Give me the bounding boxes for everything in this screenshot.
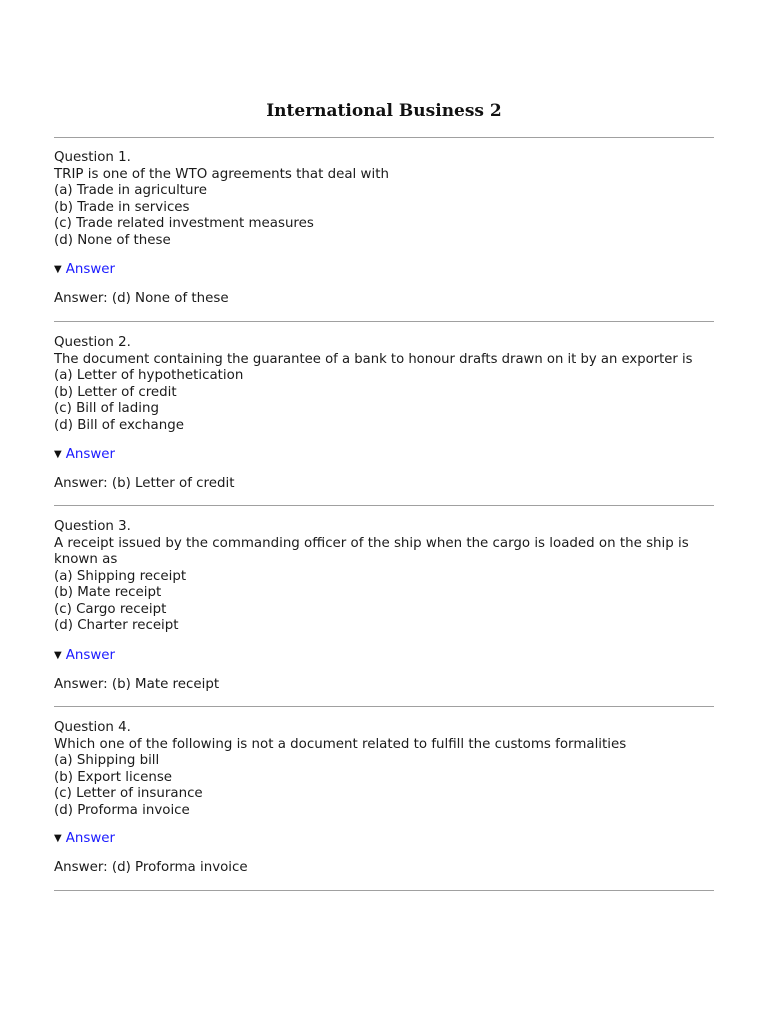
option-d: (d) Proforma invoice — [54, 802, 190, 818]
answer-toggle[interactable] — [54, 831, 115, 847]
divider — [54, 505, 714, 506]
answer-toggle[interactable] — [54, 262, 115, 278]
triangle-down-icon: ▼ — [54, 650, 62, 661]
answer-toggle-label: Answer — [65, 262, 116, 277]
option-b: (b) Export license — [54, 769, 173, 785]
divider — [54, 137, 714, 138]
answer-toggle-label: Answer — [65, 648, 116, 663]
question-number: Question 3. — [54, 519, 131, 534]
option-a: (a) Shipping bill — [54, 753, 160, 768]
page-title: International Business 2 — [266, 101, 502, 121]
answer-text: Answer: (b) Mate receipt — [54, 677, 220, 692]
question-number: Question 4. — [54, 720, 131, 735]
question-text: Which one of the following is not a document related to fulfill the customs formalities — [54, 736, 627, 752]
option-c: (c) Trade related investment measures — [54, 216, 314, 231]
answer-text: Answer: (d) Proforma invoice — [54, 860, 248, 875]
option-b: (b) Letter of credit — [54, 384, 177, 400]
question-1 — [54, 150, 716, 249]
question-text: The document containing the guarantee of a bank to honour drafts drawn on it by an exporter is — [54, 351, 693, 367]
answer-toggle[interactable] — [54, 447, 115, 463]
divider — [54, 890, 714, 891]
question-4 — [54, 720, 716, 819]
question-number: Question 2. — [54, 335, 131, 350]
triangle-down-icon: ▼ — [54, 833, 62, 844]
option-c: (c) Cargo receipt — [54, 601, 167, 617]
triangle-down-icon: ▼ — [54, 449, 62, 460]
divider — [54, 706, 714, 707]
option-d: (d) Charter receipt — [54, 618, 179, 633]
option-b: (b) Trade in services — [54, 199, 190, 215]
question-3 — [54, 519, 716, 635]
option-d: (d) None of these — [54, 232, 171, 248]
option-a: (a) Letter of hypothetication — [54, 368, 244, 383]
question-2 — [54, 335, 716, 434]
option-a: (a) Shipping receipt — [54, 568, 187, 584]
divider — [54, 321, 714, 322]
question-text: A receipt issued by the commanding officer of the ship when the cargo is loaded on the ship is known as — [54, 535, 689, 567]
answer-text: Answer: (b) Letter of credit — [54, 476, 235, 491]
option-d: (d) Bill of exchange — [54, 417, 184, 433]
option-a: (a) Trade in agriculture — [54, 183, 207, 198]
answer-toggle[interactable] — [54, 648, 115, 664]
answer-text: Answer: (d) None of these — [54, 291, 229, 306]
question-text: TRIP is one of the WTO agreements that deal with — [54, 166, 389, 182]
question-number: Question 1. — [54, 150, 131, 165]
option-b: (b) Mate receipt — [54, 585, 162, 600]
option-c: (c) Bill of lading — [54, 401, 159, 416]
answer-toggle-label: Answer — [65, 831, 116, 846]
triangle-down-icon: ▼ — [54, 264, 62, 275]
answer-toggle-label: Answer — [65, 447, 116, 462]
option-c: (c) Letter of insurance — [54, 786, 203, 801]
